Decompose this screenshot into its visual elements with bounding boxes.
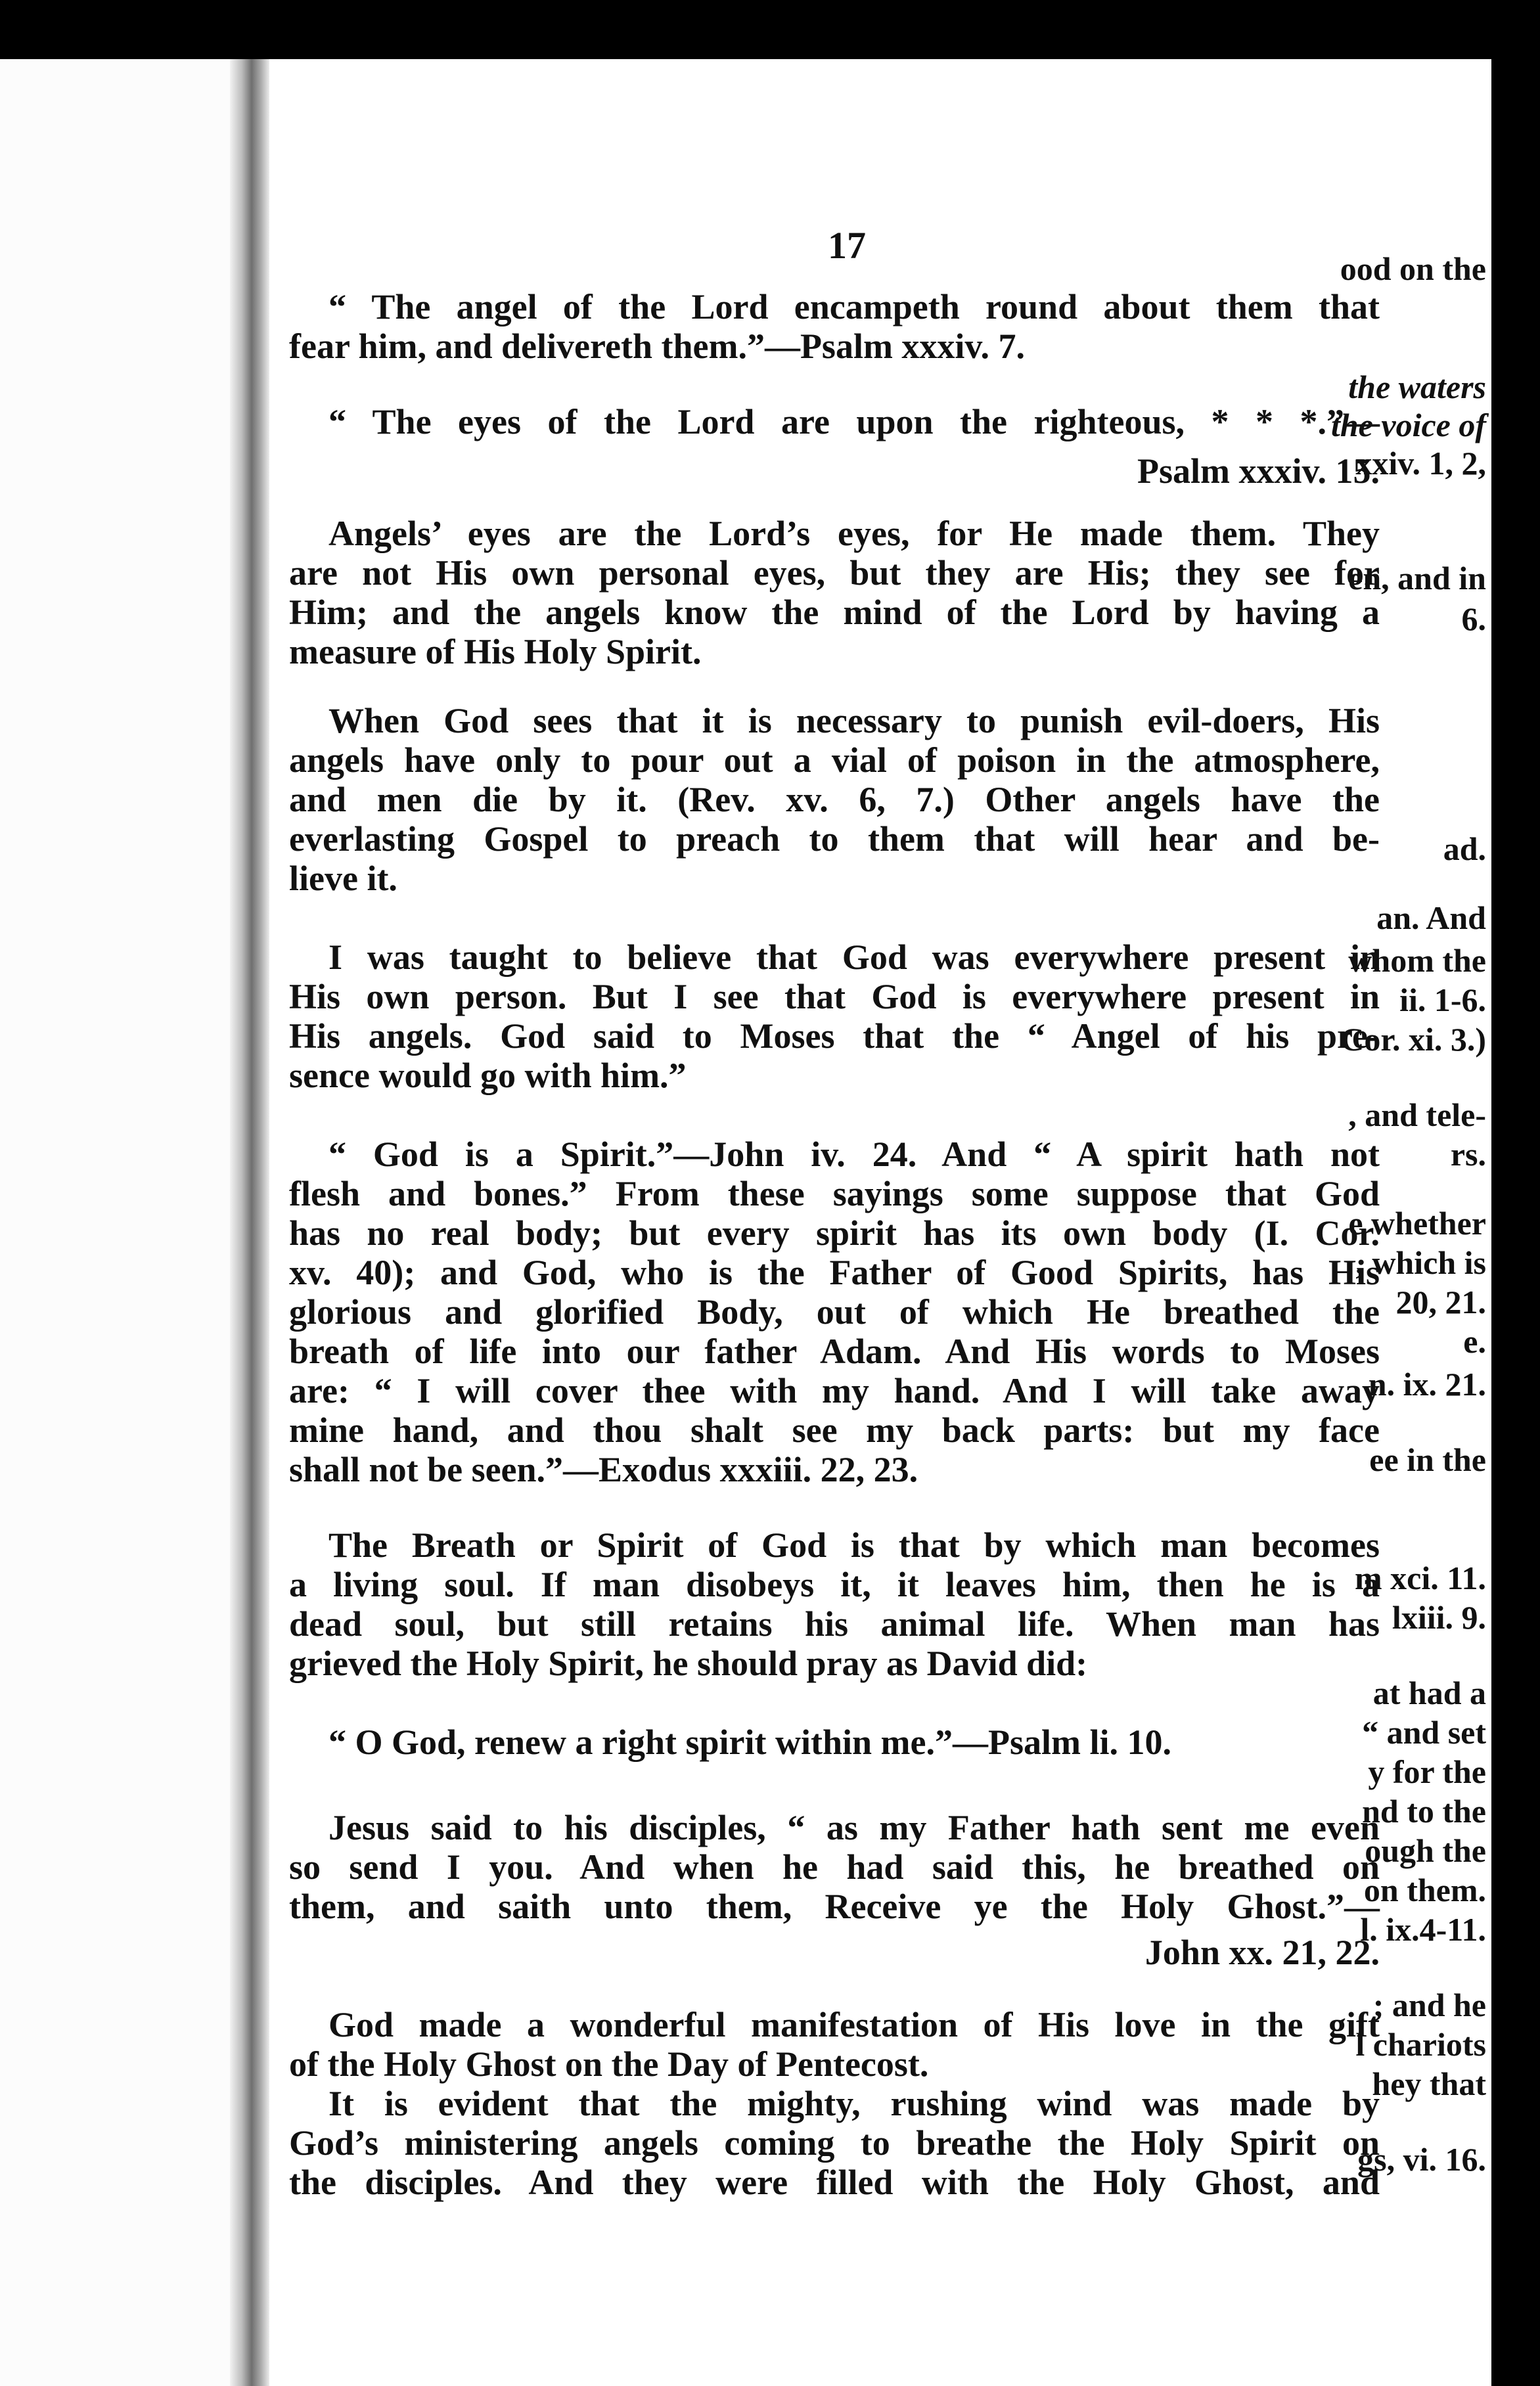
body-text-line: Angels’ eyes are the Lord’s eyes, for He made them. They <box>328 514 1380 553</box>
left-page-text-line: the waters <box>1348 369 1486 405</box>
body-text-line: lieve it. <box>289 859 397 898</box>
left-page-text-line: ii. 1-6. <box>1399 981 1486 1018</box>
left-page-text-line: e whether <box>1348 1205 1486 1242</box>
left-page-text-line: ; and he <box>1372 1987 1486 2023</box>
body-text-line: fear him, and delivereth them.”—Psalm xxxiv. 7. <box>289 326 1025 366</box>
left-page-text-line: , and tele- <box>1348 1096 1486 1133</box>
left-page-text-line: whom the <box>1348 942 1486 979</box>
body-text-line: measure of His Holy Spirit. <box>289 632 702 671</box>
body-text-line: the disciples. And they were filled with the Holy Ghost, and <box>289 2163 1380 2202</box>
body-text-line: The Breath or Spirit of God is that by which man becomes <box>328 1525 1380 1565</box>
body-text-line: God made a wonderful manifestation of His love in the gift <box>328 2005 1380 2044</box>
body-text-line: has no real body; but every spirit has its own body (I. Cor. <box>289 1213 1380 1253</box>
left-page-text-line: en, and in <box>1348 560 1486 596</box>
body-text-line: grieved the Holy Spirit, he should pray as David did: <box>289 1644 1088 1683</box>
body-text-line: It is evident that the mighty, rushing wind was made by <box>328 2084 1380 2123</box>
left-page-text-line: xxiv. 1, 2, <box>1355 445 1486 482</box>
body-text-line: mine hand, and thou shalt see my back parts: but my face <box>289 1410 1380 1450</box>
body-text-line: His own person. But I see that God is everywhere present in <box>289 977 1380 1016</box>
body-text-line: are: “ I will cover thee with my hand. And I will take away <box>289 1371 1380 1410</box>
left-page-text-line: ood on the <box>1340 250 1486 287</box>
left-page-text-line: the voice of <box>1330 407 1486 443</box>
left-page-text-line: an. And <box>1376 899 1486 936</box>
left-page-text-line: l. ix.4-11. <box>1360 1911 1486 1948</box>
left-page-text-line: rs. <box>1450 1136 1486 1173</box>
body-text-line: and men die by it. (Rev. xv. 6, 7.) Other angels have the <box>289 780 1380 819</box>
left-page-text-line: e. <box>1463 1323 1486 1360</box>
body-text-line: are not His own personal eyes, but they are His; they see for <box>289 553 1380 593</box>
body-text-line: John xx. 21, 22. <box>1144 1933 1380 1972</box>
body-text-line: Jesus said to his disciples, “ as my Father hath sent me even <box>328 1808 1380 1847</box>
left-page-text-line: at had a <box>1372 1675 1486 1711</box>
body-text-line: flesh and bones.” From these sayings some suppose that God <box>289 1174 1380 1213</box>
left-page <box>0 59 237 2386</box>
body-text-line: everlasting Gospel to preach to them that will hear and be- <box>289 819 1380 859</box>
left-page-text-line: nd to the <box>1362 1793 1486 1830</box>
body-text-line: of the Holy Ghost on the Day of Pentecost. <box>289 2044 929 2084</box>
left-page-text-line: ough the <box>1365 1832 1486 1869</box>
page-number: 17 <box>828 224 866 267</box>
left-page-text-line: “ and set <box>1362 1714 1486 1751</box>
scan-border-right <box>1491 0 1540 2386</box>
left-page-text-line: l chariots <box>1355 2026 1486 2063</box>
left-page-text-line: n. ix. 21. <box>1368 1366 1486 1403</box>
left-page-text-line: 6. <box>1461 600 1486 637</box>
scan-border-top <box>0 0 1540 59</box>
body-text-line: When God sees that it is necessary to punish evil-doers, His <box>328 701 1380 740</box>
body-text-line: dead soul, but still retains his animal life. When man has <box>289 1604 1380 1644</box>
left-page-text-line: Cor. xi. 3.) <box>1340 1021 1486 1058</box>
left-page-text-line: on them. <box>1363 1872 1486 1908</box>
body-text-line: shall not be seen.”—Exodus xxxiii. 22, 23. <box>289 1450 918 1489</box>
book-gutter <box>230 59 269 2386</box>
body-text-line: “ O God, renew a right spirit within me.”—Psalm li. 10. <box>328 1722 1171 1762</box>
body-text-line: a living soul. If man disobeys it, it leaves him, then he is a <box>289 1565 1380 1604</box>
left-page-text-line: m xci. 11. <box>1355 1560 1486 1596</box>
body-text-line: angels have only to pour out a vial of poison in the atmosphere, <box>289 740 1380 780</box>
left-page-text-line: , which is <box>1355 1244 1486 1281</box>
body-text-line: sence would go with him.” <box>289 1056 687 1095</box>
body-text-line: so send I you. And when he had said this, he breathed on <box>289 1847 1380 1887</box>
left-page-text-line: 20, 21. <box>1395 1284 1486 1320</box>
left-page-text-line: ad. <box>1443 830 1486 867</box>
left-page-text-line: hey that <box>1372 2065 1486 2102</box>
left-page-text-line: ee in the <box>1369 1441 1486 1478</box>
body-text-line: them, and saith unto them, Receive ye the Holy Ghost.”— <box>289 1887 1380 1926</box>
body-text-line: breath of life into our father Adam. And His words to Moses <box>289 1332 1380 1371</box>
body-text-line: “ The eyes of the Lord are upon the righteous, * * *.”— <box>328 402 1380 441</box>
body-text-line: “ The angel of the Lord encampeth round about them that <box>328 287 1380 326</box>
body-text-line: xv. 40); and God, who is the Father of Good Spirits, has His <box>289 1253 1380 1292</box>
left-page-text-line: lxiii. 9. <box>1392 1599 1486 1636</box>
left-page-text-line: y for the <box>1368 1753 1486 1790</box>
body-text-line: Psalm xxxiv. 15. <box>1137 451 1380 491</box>
body-text-line: “ God is a Spirit.”—John iv. 24. And “ A spirit hath not <box>328 1135 1380 1174</box>
body-text-line: Him; and the angels know the mind of the Lord by having a <box>289 593 1380 632</box>
body-text-line: His angels. God said to Moses that the “ Angel of his pre- <box>289 1016 1380 1056</box>
body-text-line: God’s ministering angels coming to breathe the Holy Spirit on <box>289 2123 1380 2163</box>
left-page-text-line: gs, vi. 16. <box>1357 2141 1486 2178</box>
body-text-line: I was taught to believe that God was everywhere present in <box>328 937 1380 977</box>
body-text-line: glorious and glorified Body, out of which He breathed the <box>289 1292 1380 1332</box>
